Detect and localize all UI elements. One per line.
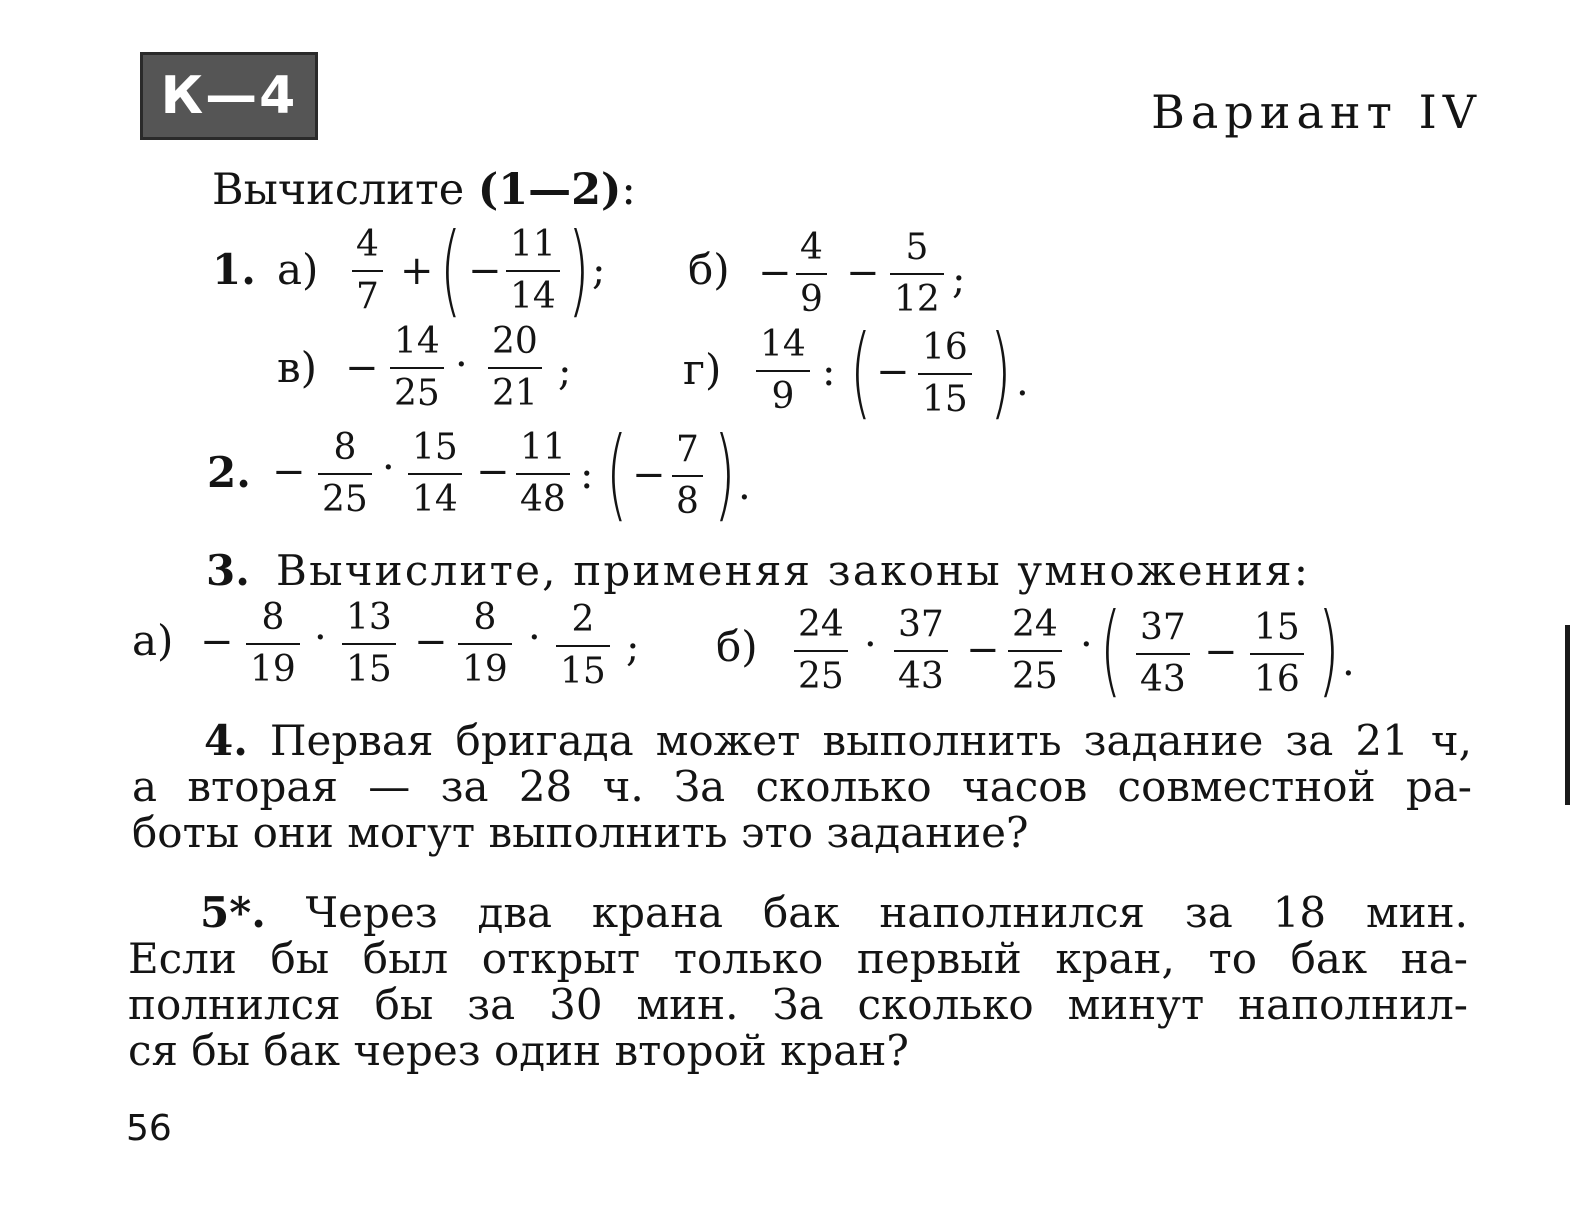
fraction: 37 43 xyxy=(894,605,948,697)
period: . xyxy=(738,463,751,509)
fraction: 7 8 xyxy=(672,430,703,522)
fraction: 8 19 xyxy=(246,598,300,690)
dot-operator: · xyxy=(314,615,327,661)
task-5-line-4: ся бы бак через один второй кран? xyxy=(128,1026,909,1075)
page-number: 56 xyxy=(126,1108,172,1149)
task-2-number: 2. xyxy=(207,448,251,497)
colon-operator: : xyxy=(580,452,594,498)
dot-operator: · xyxy=(455,342,468,388)
fraction: 15 16 xyxy=(1250,608,1304,700)
task-1-number: 1. xyxy=(212,245,256,294)
task-5 xyxy=(128,890,1468,1074)
minus-sign: − xyxy=(846,250,880,296)
dot-operator: · xyxy=(528,615,541,661)
fraction: 13 15 xyxy=(342,598,396,690)
minus-sign: − xyxy=(758,250,792,296)
minus-sign: − xyxy=(468,248,502,294)
dot-operator: · xyxy=(382,445,395,491)
fraction: 37 43 xyxy=(1136,608,1190,700)
heading-text: Вычислите xyxy=(212,165,478,215)
semicolon: ; xyxy=(626,625,640,671)
heading-colon: : xyxy=(621,165,636,215)
minus-sign: − xyxy=(476,449,510,495)
fraction: 11 48 xyxy=(516,428,570,520)
task-4-line-2: а вторая — за 28 ч. За сколько часов совместной ра- xyxy=(132,762,1472,811)
close-paren: ) xyxy=(568,211,590,328)
close-paren: ) xyxy=(714,415,736,532)
task-5-line-2: Если бы был открыт только первый кран, то бак на- xyxy=(128,934,1468,983)
colon-operator: : xyxy=(822,349,836,395)
fraction: 4 9 xyxy=(796,228,827,320)
page-edge-mark xyxy=(1565,625,1570,805)
open-paren: ( xyxy=(606,415,628,532)
dot-operator: · xyxy=(864,622,877,668)
task-1a-label: а) xyxy=(277,245,319,294)
semicolon: ; xyxy=(558,349,572,395)
minus-sign: − xyxy=(414,619,448,665)
fraction: 14 9 xyxy=(756,325,810,417)
task-3a-label: а) xyxy=(132,616,174,665)
minus-sign: − xyxy=(632,452,666,498)
test-badge: К—4 xyxy=(140,52,318,140)
fraction: 8 19 xyxy=(458,598,512,690)
task-4-number: 4. xyxy=(204,716,248,765)
minus-sign: − xyxy=(200,619,234,665)
task-5-line-3: полнился бы за 30 мин. За сколько минут наполнил- xyxy=(128,980,1468,1029)
semicolon: ; xyxy=(952,257,966,303)
period: . xyxy=(1016,359,1029,405)
task-3-text: Вычислите, применяя законы умножения: xyxy=(276,546,1311,595)
task-5-number: 5*. xyxy=(200,888,266,937)
fraction: 14 25 xyxy=(390,322,444,414)
minus-sign: − xyxy=(345,345,379,391)
close-paren: ) xyxy=(1318,591,1340,708)
heading-range: (1—2) xyxy=(477,165,622,215)
period: . xyxy=(1342,639,1355,685)
fraction: 20 21 xyxy=(488,322,542,414)
task-4-line-1: 4. Первая бригада может выполнить задание за 21 ч, xyxy=(204,716,1472,765)
open-paren: ( xyxy=(440,211,462,328)
section-heading xyxy=(212,165,636,215)
dot-operator: · xyxy=(1080,622,1093,668)
fraction: 15 14 xyxy=(408,428,462,520)
task-3b-label: б) xyxy=(716,622,758,671)
fraction: 16 15 xyxy=(918,328,972,420)
fraction: 5 12 xyxy=(890,228,944,320)
fraction: 24 25 xyxy=(1008,605,1062,697)
close-paren: ) xyxy=(990,313,1012,430)
open-paren: ( xyxy=(1100,591,1122,708)
fraction: 24 25 xyxy=(794,605,848,697)
minus-sign: − xyxy=(876,349,910,395)
open-paren: ( xyxy=(850,313,872,430)
task-4 xyxy=(132,718,1472,856)
task-1g-label: г) xyxy=(683,345,722,394)
minus-sign: − xyxy=(1204,629,1238,675)
minus-sign: − xyxy=(966,627,1000,673)
variant-title: Вариант IV xyxy=(1151,85,1482,139)
fraction: 8 25 xyxy=(318,428,372,520)
task-1b-label: б) xyxy=(688,245,730,294)
minus-sign: − xyxy=(272,449,306,495)
fraction: 4 7 xyxy=(352,225,383,317)
plus-sign: + xyxy=(400,248,434,294)
fraction: 11 14 xyxy=(506,225,560,317)
task-5-line-1: 5*. Через два крана бак наполнился за 18 мин. xyxy=(200,888,1468,937)
task-1v-label: в) xyxy=(277,343,318,392)
semicolon: ; xyxy=(592,248,606,294)
fraction: 2 15 xyxy=(556,600,610,692)
task-3-number: 3. xyxy=(206,546,250,595)
task-4-line-3: боты они могут выполнить это задание? xyxy=(132,808,1029,857)
